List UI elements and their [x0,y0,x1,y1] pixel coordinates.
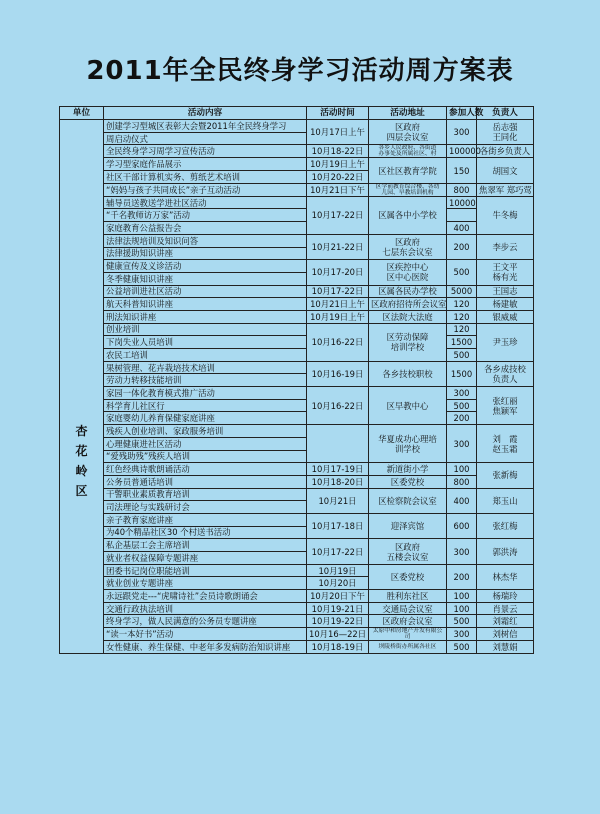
participants-cell: 800 [447,475,477,488]
table-row [60,361,534,374]
participants-cell: 400 [447,222,477,235]
activity-cell: 健康宣传及义诊活动 [104,260,307,273]
activity-cell: 心理健康进社区活动 [104,437,307,450]
activity-cell: 团委书记岗位职能培训 [104,564,307,577]
address-cell [369,145,447,158]
person-name: 杨有光 [492,272,518,283]
activity-cell: 公务员普通话培训 [104,475,307,488]
table-row [60,564,534,577]
address-cell [369,539,447,564]
participants-cell: 300 [447,120,477,145]
address-line: 区委党校 [390,476,425,487]
person-name: 负责人 [492,373,518,384]
address-cell [369,120,447,145]
table-row [60,513,534,526]
person-cell [477,234,534,259]
header-participants: 参加人数 [447,107,477,120]
person-name: 尹玉珍 [492,337,518,348]
participants-cell: 500 [447,260,477,285]
time-cell: 10月17-22日 [307,285,369,298]
participants-cell: 200 [447,234,477,259]
activity-cell: 家庭婴幼儿养育保健家庭讲座 [104,412,307,425]
time-cell: 10月16-22日 [307,387,369,425]
activity-cell: 家庭教育公益报告会 [104,222,307,235]
person-cell [477,387,534,425]
address-line: 区学前教育综合楼、各幼 [375,183,440,190]
time-cell: 10月16-19日 [307,361,369,386]
person-cell [477,564,534,589]
person-name: 岳志强 [492,122,518,133]
participants-cell: 200 [447,564,477,589]
address-line: 太原中和房地产开发有限公司 [372,628,443,641]
table-row [60,615,534,628]
activity-cell: 农民工培训 [104,349,307,362]
person-cell [477,158,534,183]
participants-cell: 500 [447,641,477,654]
participants-cell: 120 [447,298,477,311]
time-cell: 10月19-22日 [307,615,369,628]
table-row [60,628,534,641]
address-cell [369,196,447,234]
activity-cell: 创业培训 [104,323,307,336]
table-row [60,183,534,196]
address-cell [369,590,447,603]
address-line: 区委党校 [390,571,425,582]
time-cell: 10月19-21日 [307,602,369,615]
unit-char: 杏 [75,424,88,439]
activity-cell: “爱残助残”残疾人培训 [104,450,307,463]
activity-cell: 干警职业素质教育培训 [104,488,307,501]
activity-cell: 就业者权益保障专题讲座 [104,552,307,565]
person-cell [477,641,534,654]
address-cell [369,513,447,538]
person-name: 赵玉霜 [492,443,518,454]
person-name: 焦翠军 郑巧莺 [479,184,532,195]
participants-cell: 100 [447,463,477,476]
person-name: 各街乡负责人 [479,146,531,157]
table-row [60,310,534,323]
person-cell [477,615,534,628]
time-cell: 10月18-19日 [307,641,369,654]
activity-cell: 学习型家庭作品展示 [104,158,307,171]
address-line: 五楼会议室 [386,551,429,562]
activity-cell: 科学育儿社区行 [104,399,307,412]
person-name: 张新梅 [492,470,518,481]
address-cell [369,298,447,311]
address-cell [369,323,447,361]
person-name: 李步云 [492,242,518,252]
participants-cell: 5000 [447,285,477,298]
address-line: 区社区教育学院 [378,165,437,176]
participants-cell: 120 [447,323,477,336]
person-cell [477,310,534,323]
person-name: 王文平 [492,262,518,273]
activity-cell: 永远跟党走---“虎啸诗社”会员诗歌朗诵会 [104,590,307,603]
address-line: 区疾控中心 [386,262,429,273]
person-name: 王国志 [492,286,518,297]
time-cell: 10月17-19日 [307,463,369,476]
address-line: 区法院大法庭 [382,311,433,322]
time-cell: 10月16-22日 [307,323,369,361]
address-line: 培训学校 [390,342,425,353]
table-row [60,488,534,501]
person-name: 刘慧娟 [492,641,518,652]
address-cell [369,310,447,323]
table-row [60,234,534,247]
activity-cell: 交通行政执法培训 [104,602,307,615]
activity-cell: 刑法知识讲座 [104,310,307,323]
address-line: 区政府 [394,237,421,247]
address-cell [369,602,447,615]
address-line: 区政府 [394,541,421,552]
unit-char: 岭 [75,464,88,479]
participants-cell: 300 [447,539,477,564]
table-row [60,209,534,222]
header-time: 活动时间 [307,107,369,120]
address-line: 区中心医院 [386,272,429,283]
person-name: 焦颖军 [492,405,518,416]
activity-cell: 公益培训进社区活动 [104,285,307,298]
person-cell [477,145,534,158]
activity-cell: 终身学习，做人民满意的公务员专题讲座 [104,615,307,628]
address-line: 各乡人民政府、各街道 [378,145,437,152]
table-row [60,463,534,476]
address-cell [369,234,447,259]
table-row [60,412,534,425]
address-cell [369,488,447,513]
table-row [60,158,534,171]
participants-cell: 120 [447,310,477,323]
participants-cell: 1500 [447,361,477,386]
activity-cell: “千名教师访万家”活动 [104,209,307,222]
person-name: 杨建敏 [492,299,518,310]
table-row [60,590,534,603]
table-row [60,475,534,488]
participants-cell: 800 [447,183,477,196]
address-cell [369,158,447,183]
table-row [60,387,534,400]
address-cell [369,564,447,589]
table-row [60,539,534,552]
participants-cell: 100000 [447,145,477,158]
person-cell [477,323,534,361]
participants-cell: 500 [447,349,477,362]
time-cell: 10月21日上午 [307,298,369,311]
address-line: 坝陵桥街办所属各社区 [378,643,437,650]
time-cell: 10月17-18日 [307,513,369,538]
person-cell [477,513,534,538]
address-line: 交通局会议室 [382,603,433,614]
participants-cell: 200 [447,412,477,425]
person-cell [477,285,534,298]
activity-cell: 全民终身学习周学习宣传活动 [104,145,307,158]
time-cell: 10月20日 [307,577,369,590]
participants-cell: 300 [447,425,477,463]
time-cell: 10月19日上午 [307,310,369,323]
table-row [60,222,534,235]
person-cell [477,196,534,234]
time-cell: 10月17-20日 [307,260,369,285]
table-row [60,349,534,362]
address-cell [369,475,447,488]
activity-cell: 私企基层工会主席培训 [104,539,307,552]
table-row [60,425,534,438]
address-line: 训学校 [394,443,421,454]
header-person: 负责人 [477,107,534,120]
address-line: 区检察院会议室 [378,495,437,506]
person-name: 肖景云 [492,603,518,614]
activity-cell: 残疾人创业培训、家政服务培训 [104,425,307,438]
time-cell: 10月16—22日 [307,628,369,641]
header-address: 活动地址 [369,107,447,120]
person-cell [477,488,534,513]
person-cell [477,120,534,145]
table-row [60,298,534,311]
person-name: 胡国文 [492,165,518,176]
participants-cell [447,209,477,222]
time-cell: 10月21日下午 [307,183,369,196]
participants-cell: 100 [447,602,477,615]
address-cell [369,641,447,654]
unit-cell [60,120,104,654]
address-cell [369,183,447,196]
address-line: 迎泽宾馆 [390,521,425,532]
time-cell: 10月20日下午 [307,590,369,603]
address-line: 华夏成功心理培 [378,433,437,444]
unit-char: 花 [75,444,88,459]
table-row [60,285,534,298]
address-cell [369,628,447,641]
participants-cell: 100 [447,590,477,603]
person-name: 郑玉山 [492,495,518,506]
address-line: 儿园、早教培训机构 [381,189,434,196]
address-cell [369,285,447,298]
address-cell [369,260,447,285]
participants-cell: 300 [447,628,477,641]
activity-cell: “读一本好书”活动 [104,628,307,641]
participants-cell: 300 [447,387,477,400]
time-cell: 10月18-20日 [307,475,369,488]
header-activity: 活动内容 [104,107,307,120]
participants-cell: 500 [447,399,477,412]
table-row [60,323,534,336]
activity-cell: 法律援助知识讲座 [104,247,307,260]
person-name: 林杰华 [492,571,518,582]
address-line: 区劳动保障 [386,332,429,343]
header-unit: 单位 [60,107,104,120]
person-cell [477,590,534,603]
person-cell [477,539,534,564]
person-cell [477,628,534,641]
activity-cell: 家园一体化教育模式推广活动 [104,387,307,400]
address-line: 各乡技校职校 [382,368,433,379]
unit-char: 区 [75,484,88,499]
address-cell [369,361,447,386]
activity-cell: 亲子教育家庭讲座 [104,513,307,526]
table-row [60,399,534,412]
activity-cell: 司法理论与实践研讨会 [104,501,307,514]
address-cell [369,387,447,425]
activity-cell: 冬季健康知识讲座 [104,272,307,285]
time-cell: 10月18-22日 [307,145,369,158]
person-cell [477,602,534,615]
time-cell: 10月17-22日 [307,539,369,564]
activity-cell: 周启动仪式 [104,132,307,145]
activity-cell: 果树管理、花卉栽培技术培训 [104,361,307,374]
time-cell: 10月21-22日 [307,234,369,259]
participants-cell: 500 [447,615,477,628]
person-cell [477,463,534,488]
activity-cell: “妈妈与孩子共同成长”亲子互动活动 [104,183,307,196]
activity-cell: 为40个精品社区30 个村送书活动 [104,526,307,539]
address-line: 胜利东社区 [386,590,429,601]
table-row [60,260,534,273]
page-title: 2011年全民终身学习活动周方案表 [86,56,514,86]
person-name: 杨瑞玲 [492,590,518,601]
activity-cell: 辅导员送教送学进社区活动 [104,196,307,209]
person-name: 各乡成技校 [484,363,526,374]
address-line: 区政府会议室 [382,616,433,627]
participants-cell: 10000 [447,196,477,209]
activity-cell: 女性健康、养生保健、中老年多发病防治知识讲座 [104,641,307,654]
person-name: 张红丽 [492,395,518,406]
participants-cell: 600 [447,513,477,538]
address-line: 区政府 [394,122,421,133]
address-line: 新道街小学 [386,464,429,475]
person-name: 张红梅 [492,521,518,532]
person-name: 刘树信 [492,629,518,640]
table-row [60,602,534,615]
person-name: 刘 霞 [492,433,518,444]
address-cell [369,463,447,476]
activity-cell: 下岗失业人员培训 [104,336,307,349]
address-line: 七层东会议室 [382,247,433,257]
activity-cell: 航天科普知识讲座 [104,298,307,311]
person-name: 刘霜红 [492,616,518,627]
activity-cell: 创建学习型城区表彰大会暨2011年全民终身学习 [104,120,307,133]
table-row [60,641,534,654]
time-cell: 10月19日上午 [307,158,369,171]
address-line: 区属各中小学校 [378,210,437,221]
activity-cell: 就业创业专题讲座 [104,577,307,590]
participants-cell: 400 [447,488,477,513]
address-cell [369,425,447,463]
time-cell: 10月21日 [307,488,369,513]
person-name: 银威威 [492,311,518,322]
address-line: 区政府招待所会议室 [371,299,447,310]
time-cell [307,425,369,463]
schedule-table [59,106,534,654]
person-name: 王同化 [492,132,518,143]
time-cell: 10月17-22日 [307,196,369,234]
activity-cell: 红色经典诗歌朗诵活动 [104,463,307,476]
table-row [60,145,534,158]
time-cell: 10月17日上午 [307,120,369,145]
table-row [60,120,534,133]
time-cell: 10月20-22日 [307,171,369,184]
address-line: 区属各民办学校 [378,286,437,297]
address-line: 区早教中心 [386,400,429,411]
person-cell [477,298,534,311]
table-header-row [60,107,534,120]
activity-cell: 劳动力转移技能培训 [104,374,307,387]
activity-cell: 社区干部计算机实务、剪纸艺术培训 [104,171,307,184]
person-name: 郭洪涛 [492,546,518,557]
participants-cell: 1500 [447,336,477,349]
person-cell [477,183,534,196]
person-cell [477,361,534,386]
person-name: 牛冬梅 [492,210,518,221]
activity-cell: 法律法规培训及知识问答 [104,234,307,247]
participants-cell: 150 [447,158,477,183]
time-cell: 10月19日 [307,564,369,577]
address-cell [369,615,447,628]
person-cell [477,260,534,285]
address-line: 办事处及所属社区、村 [378,151,437,158]
table-row [60,336,534,349]
person-cell [477,425,534,463]
table-row [60,196,534,209]
address-line: 四层会议室 [386,132,429,143]
